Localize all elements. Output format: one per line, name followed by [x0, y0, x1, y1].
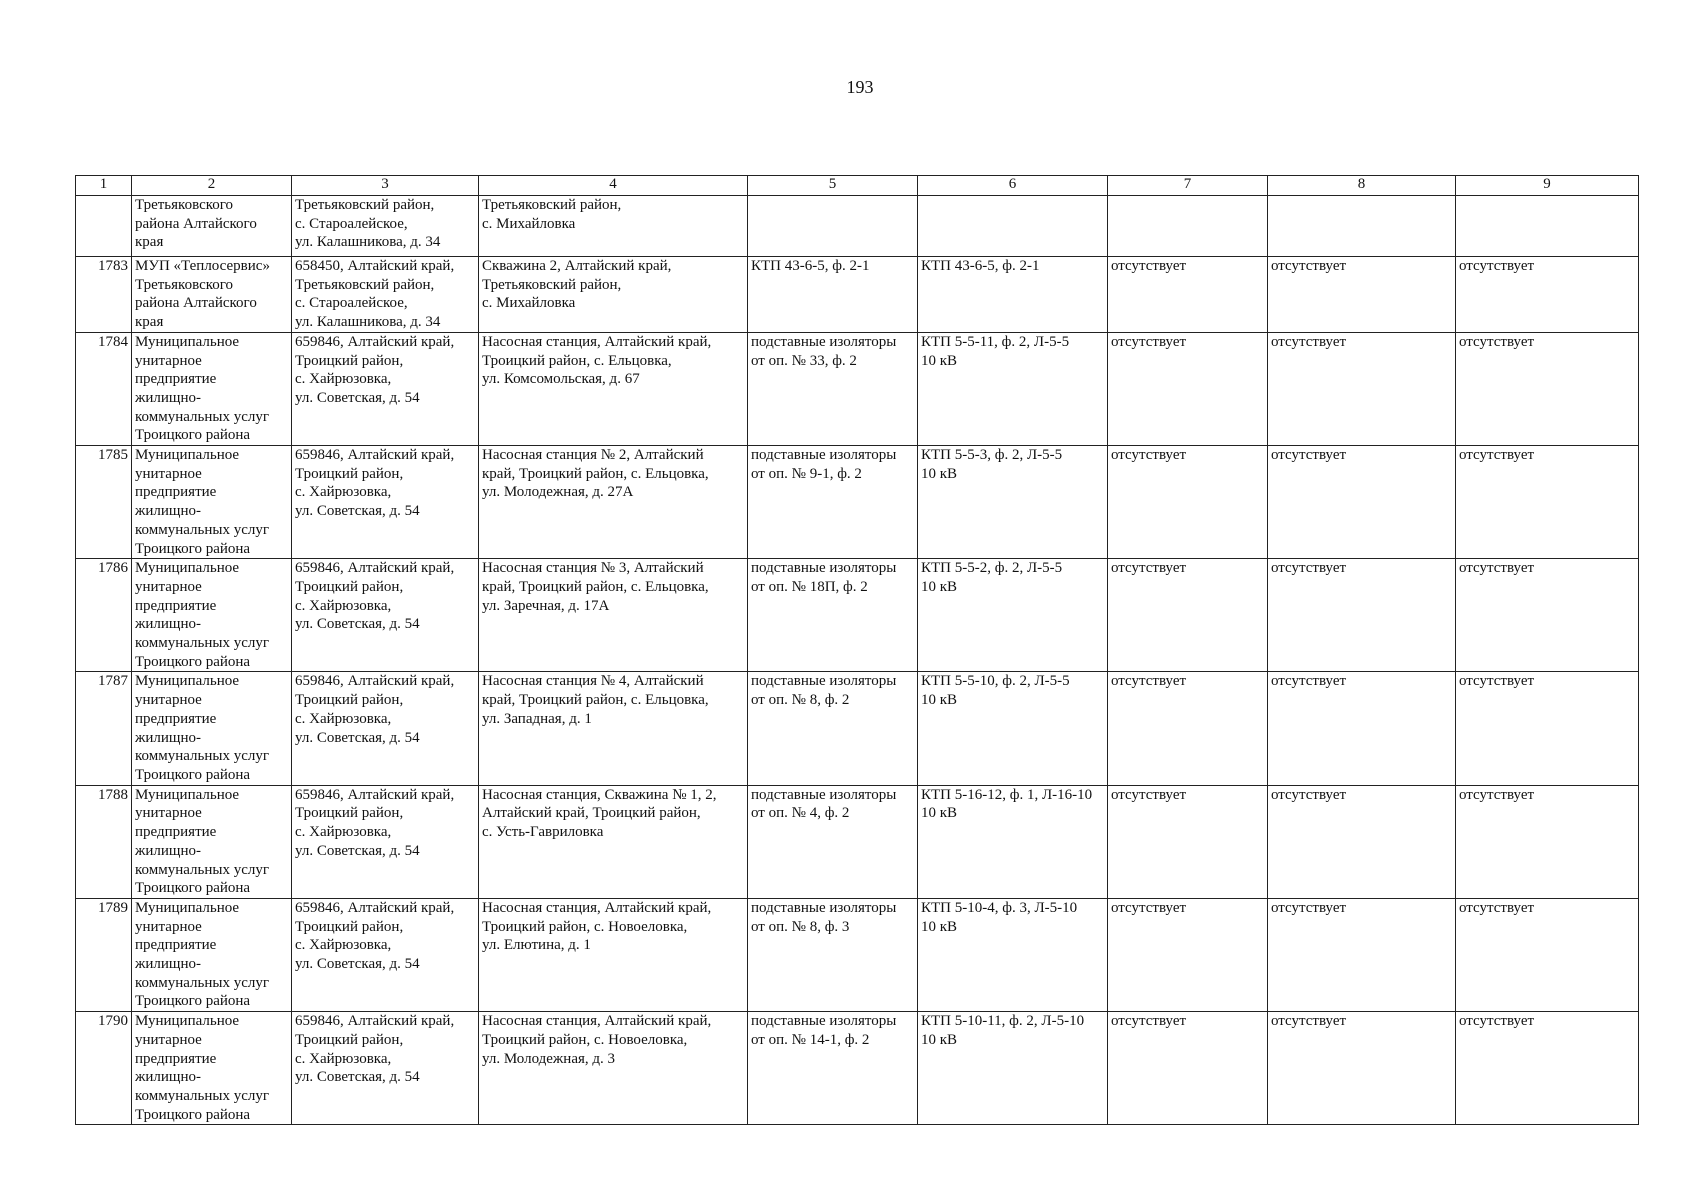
cell-line: Третьяковского: [135, 197, 234, 213]
row-number-cell: 1784: [76, 332, 132, 445]
cell-line: ул. Комсомольская, д. 67: [482, 371, 640, 388]
object-cell: [479, 672, 748, 785]
column-8-cell: отсутствует: [1268, 446, 1456, 559]
cell-line: Троицкого района: [135, 540, 251, 557]
column-7-cell: отсутствует: [1108, 672, 1268, 785]
column-8-cell: отсутствует: [1268, 332, 1456, 445]
cell-line: коммунальных услуг: [135, 635, 270, 652]
supply-source-cell: [918, 785, 1108, 898]
cell-line: Третьяковского: [135, 276, 234, 293]
table-row: [76, 559, 1639, 672]
cell-line: КТП 5-16-12, ф. 1, Л-16-10: [921, 786, 1093, 803]
cell-line: КТП 5-5-3, ф. 2, Л-5-5: [921, 447, 1063, 464]
cell-line: край, Троицкий район, с. Ельцовка,: [482, 692, 709, 709]
cell-line: 10 кВ: [921, 465, 958, 482]
connection-point-cell: [748, 1012, 918, 1125]
cell-line: коммунальных услуг: [135, 408, 270, 425]
cell-line: Троицкий район,: [295, 918, 404, 935]
cell-line: коммунальных услуг: [135, 748, 270, 765]
cell-line: Троицкий район,: [295, 1031, 404, 1048]
cell-line: Третьяковский район,: [295, 197, 435, 213]
owner-cell: [132, 446, 292, 559]
column-9-cell: отсутствует: [1456, 1012, 1639, 1125]
column-9-cell: отсутствует: [1456, 559, 1639, 672]
connection-point-cell: [748, 257, 918, 333]
cell-line: Троицкого района: [135, 427, 251, 444]
cell-line: Насосная станция, Скважина № 1, 2,: [482, 786, 717, 803]
cell-line: Насосная станция, Алтайский край,: [482, 1013, 712, 1030]
cell-line: 10 кВ: [921, 1031, 958, 1048]
cell-line: унитарное: [135, 465, 202, 482]
cell-line: с. Хайрюзовка,: [295, 937, 392, 954]
cell-line: Муниципальное: [135, 447, 240, 464]
cell-line: унитарное: [135, 692, 202, 709]
cell-line: ул. Калашникова, д. 34: [295, 314, 441, 331]
cell-line: 658450, Алтайский край,: [295, 258, 455, 274]
owner-address-cell: [292, 332, 479, 445]
owner-cell: [132, 559, 292, 672]
cell-line: Третьяковский район,: [482, 276, 622, 293]
cell-line: ул. Советская, д. 54: [295, 956, 420, 973]
column-9-cell: отсутствует: [1456, 672, 1639, 785]
object-cell: [479, 446, 748, 559]
cell-line: КТП 43-6-5, ф. 2-1: [751, 258, 870, 274]
column-9-cell: отсутствует: [1456, 446, 1639, 559]
cell-line: края: [135, 234, 164, 251]
cell-line: подставные изоляторы: [751, 1013, 897, 1030]
cell-line: 10 кВ: [921, 352, 958, 369]
connection-point-cell: [748, 446, 918, 559]
owner-address-cell: [292, 559, 479, 672]
cell-line: Насосная станция, Алтайский край,: [482, 333, 712, 350]
cell-line: ул. Елютина, д. 1: [482, 937, 591, 954]
column-7-cell: отсутствует: [1108, 785, 1268, 898]
cell-line: Троицкий район,: [295, 578, 404, 595]
owner-cell: [132, 672, 292, 785]
column-header: 5: [748, 176, 918, 196]
cell-line: коммунальных услуг: [135, 521, 270, 538]
cell-line: с. Хайрюзовка,: [295, 371, 392, 388]
column-header: 3: [292, 176, 479, 196]
object-cell: [479, 559, 748, 672]
cell-line: от оп. № 8, ф. 2: [751, 692, 850, 709]
cell-line: подставные изоляторы: [751, 333, 897, 350]
cell-line: подставные изоляторы: [751, 673, 897, 690]
column-9-cell: отсутствует: [1456, 332, 1639, 445]
table-row: [76, 196, 1639, 257]
cell-line: Троицкий район,: [295, 465, 404, 482]
cell-line: подставные изоляторы: [751, 447, 897, 464]
cell-line: КТП 5-5-11, ф. 2, Л-5-5: [921, 333, 1070, 350]
cell-line: от оп. № 33, ф. 2: [751, 352, 857, 369]
connection-point-cell: [748, 196, 918, 257]
owner-cell: [132, 332, 292, 445]
object-cell: [479, 332, 748, 445]
column-header: 9: [1456, 176, 1639, 196]
cell-line: с. Усть-Гавриловка: [482, 824, 604, 841]
cell-line: Троицкий район, с. Новоеловка,: [482, 1031, 688, 1048]
row-number-cell: 1783: [76, 257, 132, 333]
cell-line: Троицкого района: [135, 766, 251, 783]
cell-line: ул. Западная, д. 1: [482, 710, 592, 727]
table-row: [76, 1012, 1639, 1125]
cell-line: ул. Заречная, д. 17А: [482, 597, 610, 614]
cell-line: с. Хайрюзовка,: [295, 824, 392, 841]
register-table: [75, 175, 1639, 1125]
owner-cell: [132, 257, 292, 333]
cell-line: Троицкий район, с. Ельцовка,: [482, 352, 672, 369]
column-7-cell: [1108, 196, 1268, 257]
column-8-cell: отсутствует: [1268, 898, 1456, 1011]
object-cell: [479, 785, 748, 898]
supply-source-cell: [918, 898, 1108, 1011]
cell-line: подставные изоляторы: [751, 899, 897, 916]
cell-line: жилищно-: [135, 842, 201, 859]
supply-source-cell: [918, 559, 1108, 672]
cell-line: Муниципальное: [135, 560, 240, 577]
owner-address-cell: [292, 446, 479, 559]
column-8-cell: отсутствует: [1268, 559, 1456, 672]
connection-point-cell: [748, 785, 918, 898]
column-9-cell: отсутствует: [1456, 898, 1639, 1011]
owner-cell: [132, 196, 292, 257]
cell-line: ул. Советская, д. 54: [295, 503, 420, 520]
supply-source-cell: [918, 196, 1108, 257]
cell-line: 659846, Алтайский край,: [295, 786, 455, 803]
owner-address-cell: [292, 785, 479, 898]
cell-line: 10 кВ: [921, 578, 958, 595]
owner-address-cell: [292, 196, 479, 257]
row-number-cell: 1789: [76, 898, 132, 1011]
cell-line: унитарное: [135, 805, 202, 822]
cell-line: Троицкого района: [135, 653, 251, 670]
cell-line: 659846, Алтайский край,: [295, 899, 455, 916]
cell-line: ул. Молодежная, д. 27А: [482, 484, 634, 501]
cell-line: ул. Советская, д. 54: [295, 389, 420, 406]
cell-line: Насосная станция, Алтайский край,: [482, 899, 712, 916]
cell-line: Алтайский край, Троицкий район,: [482, 805, 701, 822]
object-cell: [479, 196, 748, 257]
owner-address-cell: [292, 1012, 479, 1125]
column-7-cell: отсутствует: [1108, 446, 1268, 559]
cell-line: жилищно-: [135, 503, 201, 520]
column-7-cell: отсутствует: [1108, 257, 1268, 333]
cell-line: Муниципальное: [135, 1013, 240, 1030]
connection-point-cell: [748, 898, 918, 1011]
cell-line: Троицкий район, с. Новоеловка,: [482, 918, 688, 935]
cell-line: предприятие: [135, 937, 217, 954]
row-number-cell: [76, 196, 132, 257]
cell-line: жилищно-: [135, 389, 201, 406]
cell-line: предприятие: [135, 710, 217, 727]
cell-line: предприятие: [135, 371, 217, 388]
cell-line: коммунальных услуг: [135, 861, 270, 878]
row-number-cell: 1788: [76, 785, 132, 898]
cell-line: 659846, Алтайский край,: [295, 673, 455, 690]
cell-line: ул. Калашникова, д. 34: [295, 234, 441, 251]
cell-line: от оп. № 18П, ф. 2: [751, 578, 868, 595]
column-7-cell: отсутствует: [1108, 559, 1268, 672]
table-row: [76, 446, 1639, 559]
owner-address-cell: [292, 257, 479, 333]
cell-line: Муниципальное: [135, 673, 240, 690]
object-cell: [479, 257, 748, 333]
cell-line: от оп. № 9-1, ф. 2: [751, 465, 862, 482]
cell-line: Скважина 2, Алтайский край,: [482, 258, 672, 274]
column-8-cell: отсутствует: [1268, 1012, 1456, 1125]
cell-line: Насосная станция № 4, Алтайский: [482, 673, 704, 690]
cell-line: ул. Молодежная, д. 3: [482, 1050, 616, 1067]
cell-line: 10 кВ: [921, 805, 958, 822]
owner-address-cell: [292, 898, 479, 1011]
cell-line: с. Михайловка: [482, 215, 576, 232]
cell-line: Муниципальное: [135, 786, 240, 803]
cell-line: Троицкий район,: [295, 805, 404, 822]
supply-source-cell: [918, 446, 1108, 559]
cell-line: предприятие: [135, 824, 217, 841]
cell-line: КТП 5-10-11, ф. 2, Л-5-10: [921, 1013, 1085, 1030]
column-9-cell: отсутствует: [1456, 257, 1639, 333]
cell-line: Муниципальное: [135, 333, 240, 350]
cell-line: с. Хайрюзовка,: [295, 1050, 392, 1067]
row-number-cell: 1787: [76, 672, 132, 785]
supply-source-cell: [918, 1012, 1108, 1125]
object-cell: [479, 1012, 748, 1125]
cell-line: 659846, Алтайский край,: [295, 560, 455, 577]
column-7-cell: отсутствует: [1108, 1012, 1268, 1125]
cell-line: Троицкий район,: [295, 352, 404, 369]
cell-line: подставные изоляторы: [751, 786, 897, 803]
table-row: [76, 672, 1639, 785]
table-row: [76, 257, 1639, 333]
column-9-cell: отсутствует: [1456, 785, 1639, 898]
cell-line: унитарное: [135, 352, 202, 369]
page-number: 193: [846, 77, 874, 97]
owner-cell: [132, 1012, 292, 1125]
cell-line: КТП 43-6-5, ф. 2-1: [921, 258, 1040, 274]
supply-source-cell: [918, 672, 1108, 785]
cell-line: подставные изоляторы: [751, 560, 897, 577]
cell-line: 659846, Алтайский край,: [295, 1013, 455, 1030]
table-row: [76, 332, 1639, 445]
cell-line: предприятие: [135, 597, 217, 614]
column-header: 1: [76, 176, 132, 196]
cell-line: 10 кВ: [921, 918, 958, 935]
cell-line: предприятие: [135, 484, 217, 501]
cell-line: 659846, Алтайский край,: [295, 447, 455, 464]
cell-line: край, Троицкий район, с. Ельцовка,: [482, 578, 709, 595]
cell-line: Троицкого района: [135, 993, 251, 1010]
row-number-cell: 1790: [76, 1012, 132, 1125]
cell-line: с. Хайрюзовка,: [295, 710, 392, 727]
column-header: 4: [479, 176, 748, 196]
cell-line: с. Хайрюзовка,: [295, 484, 392, 501]
table-row: [76, 785, 1639, 898]
cell-line: жилищно-: [135, 729, 201, 746]
column-7-cell: отсутствует: [1108, 898, 1268, 1011]
cell-line: коммунальных услуг: [135, 974, 270, 991]
cell-line: края: [135, 314, 164, 331]
cell-line: Насосная станция № 3, Алтайский: [482, 560, 704, 577]
column-8-cell: [1268, 196, 1456, 257]
object-cell: [479, 898, 748, 1011]
cell-line: унитарное: [135, 1031, 202, 1048]
column-number-row: [76, 176, 1639, 196]
cell-line: 10 кВ: [921, 692, 958, 709]
column-8-cell: отсутствует: [1268, 672, 1456, 785]
connection-point-cell: [748, 559, 918, 672]
cell-line: от оп. № 4, ф. 2: [751, 805, 850, 822]
column-header: 8: [1268, 176, 1456, 196]
connection-point-cell: [748, 672, 918, 785]
owner-cell: [132, 785, 292, 898]
supply-source-cell: [918, 332, 1108, 445]
cell-line: Насосная станция № 2, Алтайский: [482, 447, 704, 464]
row-number-cell: 1786: [76, 559, 132, 672]
table-body: [76, 196, 1639, 1125]
cell-line: Троицкого района: [135, 880, 251, 897]
cell-line: МУП «Теплосервис»: [135, 258, 270, 274]
column-header: 7: [1108, 176, 1268, 196]
cell-line: коммунальных услуг: [135, 1087, 270, 1104]
owner-address-cell: [292, 672, 479, 785]
column-8-cell: отсутствует: [1268, 257, 1456, 333]
row-number-cell: 1785: [76, 446, 132, 559]
cell-line: Муниципальное: [135, 899, 240, 916]
cell-line: с. Староалейское,: [295, 215, 408, 232]
cell-line: 659846, Алтайский край,: [295, 333, 455, 350]
owner-cell: [132, 898, 292, 1011]
cell-line: с. Михайловка: [482, 295, 576, 312]
cell-line: с. Хайрюзовка,: [295, 597, 392, 614]
cell-line: ул. Советская, д. 54: [295, 1069, 420, 1086]
connection-point-cell: [748, 332, 918, 445]
cell-line: от оп. № 8, ф. 3: [751, 918, 850, 935]
cell-line: жилищно-: [135, 1069, 201, 1086]
cell-line: ул. Советская, д. 54: [295, 729, 420, 746]
column-header: 2: [132, 176, 292, 196]
cell-line: унитарное: [135, 918, 202, 935]
cell-line: с. Староалейское,: [295, 295, 408, 312]
cell-line: Третьяковский район,: [295, 276, 435, 293]
cell-line: жилищно-: [135, 616, 201, 633]
cell-line: жилищно-: [135, 956, 201, 973]
column-8-cell: отсутствует: [1268, 785, 1456, 898]
column-7-cell: отсутствует: [1108, 332, 1268, 445]
cell-line: КТП 5-10-4, ф. 3, Л-5-10: [921, 899, 1078, 916]
table-row: [76, 898, 1639, 1011]
cell-line: КТП 5-5-10, ф. 2, Л-5-5: [921, 673, 1070, 690]
column-9-cell: [1456, 196, 1639, 257]
cell-line: Троицкого района: [135, 1106, 251, 1123]
cell-line: край, Троицкий район, с. Ельцовка,: [482, 465, 709, 482]
cell-line: ул. Советская, д. 54: [295, 616, 420, 633]
cell-line: Троицкий район,: [295, 692, 404, 709]
cell-line: Третьяковский район,: [482, 197, 622, 213]
cell-line: предприятие: [135, 1050, 217, 1067]
cell-line: района Алтайского: [135, 215, 257, 232]
cell-line: КТП 5-5-2, ф. 2, Л-5-5: [921, 560, 1063, 577]
cell-line: от оп. № 14-1, ф. 2: [751, 1031, 870, 1048]
cell-line: унитарное: [135, 578, 202, 595]
supply-source-cell: [918, 257, 1108, 333]
column-header: 6: [918, 176, 1108, 196]
cell-line: ул. Советская, д. 54: [295, 842, 420, 859]
cell-line: района Алтайского: [135, 295, 257, 312]
